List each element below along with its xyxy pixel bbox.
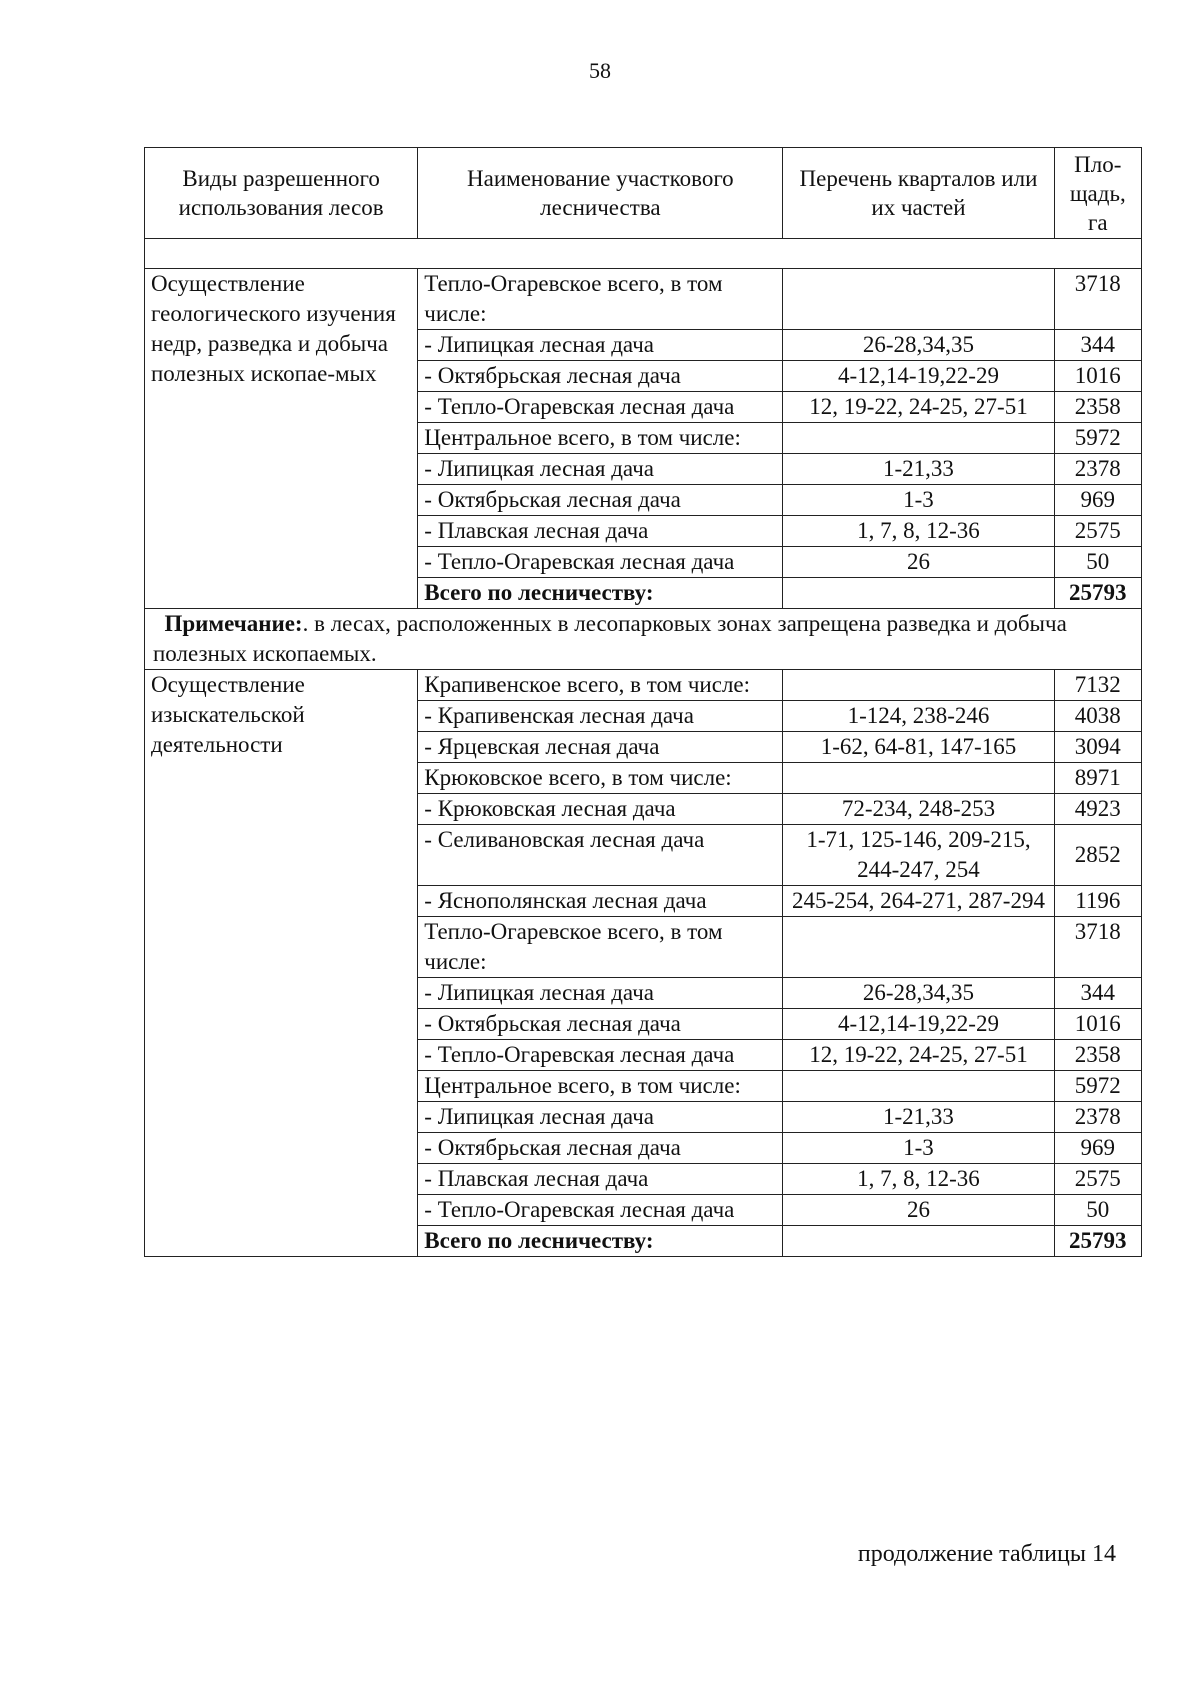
forestry-name-cell: Центральное всего, в том числе: bbox=[418, 1071, 783, 1102]
quarters-cell: 4-12,14-19,22-29 bbox=[783, 1009, 1054, 1040]
header-use-kind: Виды разрешенного использования лесов bbox=[145, 148, 418, 239]
area-cell: 5972 bbox=[1054, 1071, 1141, 1102]
forestry-name-cell: - Ярцевская лесная дача bbox=[418, 732, 783, 763]
quarters-cell bbox=[783, 423, 1054, 454]
forestry-name-cell: - Октябрьская лесная дача bbox=[418, 485, 783, 516]
area-cell: 50 bbox=[1054, 1195, 1141, 1226]
quarters-cell: 4-12,14-19,22-29 bbox=[783, 361, 1054, 392]
forestry-name-cell: Тепло-Огаревское всего, в том числе: bbox=[418, 917, 783, 978]
forestry-name-cell: Тепло-Огаревское всего, в том числе: bbox=[418, 269, 783, 330]
quarters-cell: 1-124, 238-246 bbox=[783, 701, 1054, 732]
forestry-name-cell: - Липицкая лесная дача bbox=[418, 330, 783, 361]
quarters-cell: 245-254, 264-271, 287-294 bbox=[783, 886, 1054, 917]
area-cell: 2575 bbox=[1054, 516, 1141, 547]
forestry-name-cell: Крапивенское всего, в том числе: bbox=[418, 670, 783, 701]
page-number: 58 bbox=[589, 58, 611, 83]
quarters-cell bbox=[783, 269, 1054, 330]
table-body bbox=[145, 239, 1142, 1257]
forestry-name-cell: - Октябрьская лесная дача bbox=[418, 361, 783, 392]
total-value: 25793 bbox=[1054, 578, 1141, 609]
quarters-cell: 1-71, 125-146, 209-215, 244-247, 254 bbox=[783, 825, 1054, 886]
quarters-cell: 12, 19-22, 24-25, 27-51 bbox=[783, 1040, 1054, 1071]
area-cell: 4038 bbox=[1054, 701, 1141, 732]
area-cell: 2575 bbox=[1054, 1164, 1141, 1195]
total-label: Всего по лесничеству: bbox=[418, 1226, 783, 1257]
area-cell: 344 bbox=[1054, 330, 1141, 361]
area-cell: 4923 bbox=[1054, 794, 1141, 825]
total-value: 25793 bbox=[1054, 1226, 1141, 1257]
table-row bbox=[145, 670, 1142, 701]
forestry-name-cell: - Тепло-Огаревская лесная дача bbox=[418, 1040, 783, 1071]
area-cell: 5972 bbox=[1054, 423, 1141, 454]
total-quarters-cell bbox=[783, 1226, 1054, 1257]
area-cell: 1016 bbox=[1054, 1009, 1141, 1040]
spacer-row bbox=[145, 239, 1142, 269]
forestry-name-cell: - Крюковская лесная дача bbox=[418, 794, 783, 825]
quarters-cell: 26 bbox=[783, 547, 1054, 578]
quarters-cell bbox=[783, 1071, 1054, 1102]
forestry-name-cell: - Октябрьская лесная дача bbox=[418, 1133, 783, 1164]
quarters-cell: 26-28,34,35 bbox=[783, 330, 1054, 361]
quarters-cell: 1-21,33 bbox=[783, 454, 1054, 485]
area-cell: 50 bbox=[1054, 547, 1141, 578]
header-area: Пло-щадь, га bbox=[1054, 148, 1141, 239]
forestry-name-cell: - Тепло-Огаревская лесная дача bbox=[418, 547, 783, 578]
area-cell: 1016 bbox=[1054, 361, 1141, 392]
area-cell: 3718 bbox=[1054, 917, 1141, 978]
area-cell: 2358 bbox=[1054, 392, 1141, 423]
header-forestry-name: Наименование участкового лесничества bbox=[418, 148, 783, 239]
area-cell: 2378 bbox=[1054, 454, 1141, 485]
header-quarters: Перечень кварталов или их частей bbox=[783, 148, 1054, 239]
total-label: Всего по лесничеству: bbox=[418, 578, 783, 609]
table-row bbox=[145, 269, 1142, 330]
quarters-cell: 26 bbox=[783, 1195, 1054, 1226]
area-cell: 3094 bbox=[1054, 732, 1141, 763]
forestry-name-cell: - Липицкая лесная дача bbox=[418, 1102, 783, 1133]
quarters-cell: 1-3 bbox=[783, 485, 1054, 516]
quarters-cell: 1, 7, 8, 12-36 bbox=[783, 1164, 1054, 1195]
area-cell: 2378 bbox=[1054, 1102, 1141, 1133]
quarters-cell: 1-21,33 bbox=[783, 1102, 1054, 1133]
note-cell bbox=[145, 609, 1142, 670]
quarters-cell: 12, 19-22, 24-25, 27-51 bbox=[783, 392, 1054, 423]
area-cell: 3718 bbox=[1054, 269, 1141, 330]
area-cell: 344 bbox=[1054, 978, 1141, 1009]
total-quarters-cell bbox=[783, 578, 1054, 609]
quarters-cell: 1-62, 64-81, 147-165 bbox=[783, 732, 1054, 763]
use-kind-cell: Осуществление изыскательской деятельности bbox=[145, 670, 418, 1257]
note-label: Примечание: bbox=[164, 611, 303, 636]
forestry-name-cell: - Тепло-Огаревская лесная дача bbox=[418, 392, 783, 423]
quarters-cell bbox=[783, 670, 1054, 701]
area-cell: 7132 bbox=[1054, 670, 1141, 701]
area-cell: 8971 bbox=[1054, 763, 1141, 794]
forestry-name-cell: - Крапивенская лесная дача bbox=[418, 701, 783, 732]
forestry-name-cell: - Липицкая лесная дача bbox=[418, 454, 783, 485]
quarters-cell: 1-3 bbox=[783, 1133, 1054, 1164]
quarters-cell: 26-28,34,35 bbox=[783, 978, 1054, 1009]
area-cell: 969 bbox=[1054, 485, 1141, 516]
forestry-name-cell: Крюковское всего, в том числе: bbox=[418, 763, 783, 794]
forestry-name-cell: - Селивановская лесная дача bbox=[418, 825, 783, 886]
area-cell: 1196 bbox=[1054, 886, 1141, 917]
forestry-name-cell: - Яснополянская лесная дача bbox=[418, 886, 783, 917]
forest-use-table bbox=[144, 147, 1142, 1257]
forestry-name-cell: - Плавская лесная дача bbox=[418, 516, 783, 547]
area-cell: 2852 bbox=[1054, 825, 1141, 886]
quarters-cell: 72-234, 248-253 bbox=[783, 794, 1054, 825]
note-text: . в лесах, расположенных в лесопарковых зонах запрещена разведка и добыча полезных ископаемых. bbox=[153, 611, 1067, 666]
area-cell: 969 bbox=[1054, 1133, 1141, 1164]
quarters-cell bbox=[783, 917, 1054, 978]
forestry-name-cell: Центральное всего, в том числе: bbox=[418, 423, 783, 454]
forestry-name-cell: - Плавская лесная дача bbox=[418, 1164, 783, 1195]
header-row bbox=[145, 148, 1142, 239]
forestry-name-cell: - Октябрьская лесная дача bbox=[418, 1009, 783, 1040]
forestry-name-cell: - Липицкая лесная дача bbox=[418, 978, 783, 1009]
quarters-cell: 1, 7, 8, 12-36 bbox=[783, 516, 1054, 547]
quarters-cell bbox=[783, 763, 1054, 794]
continuation-label: продолжение таблицы 14 bbox=[857, 1541, 1116, 1567]
forestry-name-cell: - Тепло-Огаревская лесная дача bbox=[418, 1195, 783, 1226]
note-row bbox=[145, 609, 1142, 670]
use-kind-cell: Осуществление геологического изучения недр, разведка и добыча полезных ископае-мых bbox=[145, 269, 418, 609]
area-cell: 2358 bbox=[1054, 1040, 1141, 1071]
